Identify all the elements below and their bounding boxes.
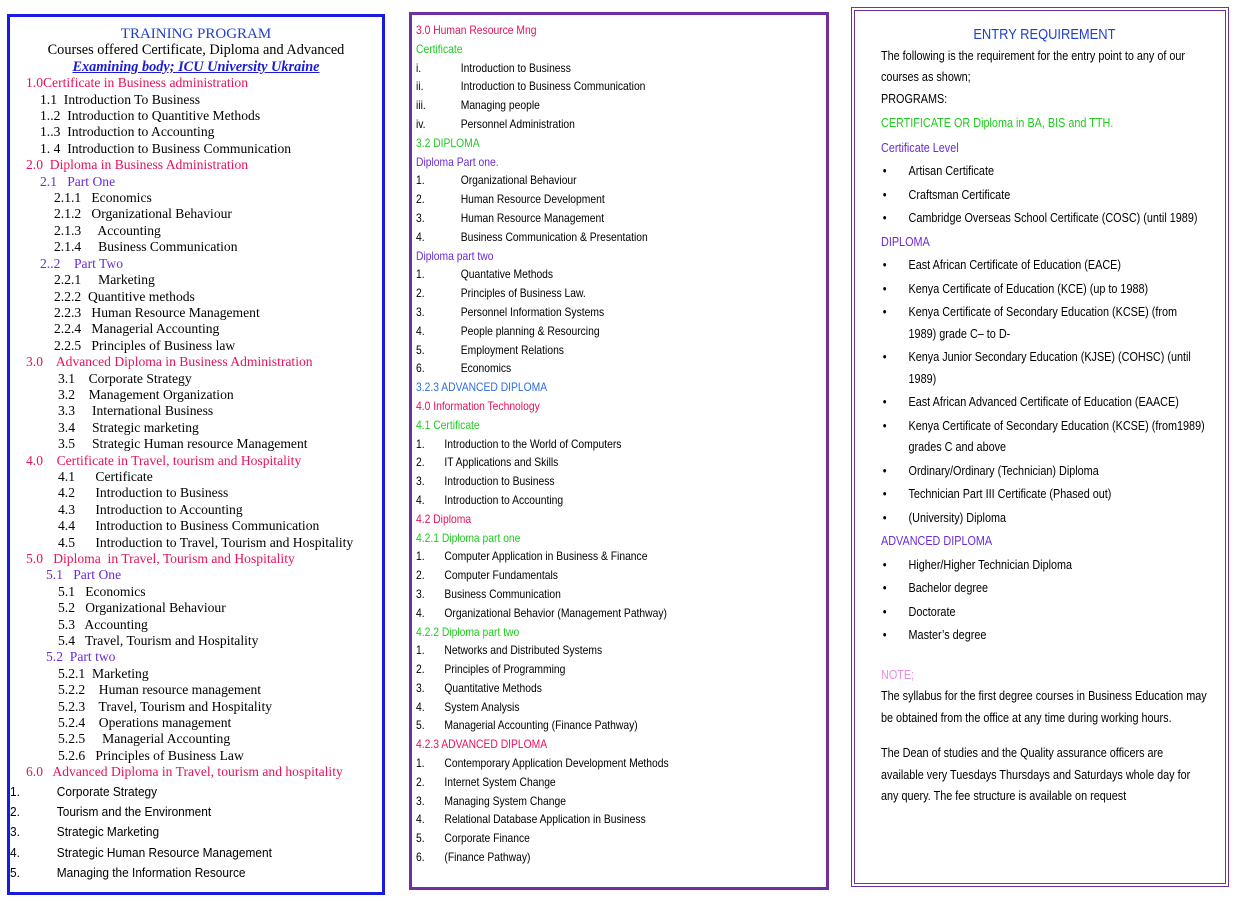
note-syllabus: The syllabus for the first degree courses in Business Education may be obtained from the office at any time during working hours. (881, 689, 1207, 725)
program-heading: 1.0Certificate in Business administration (26, 75, 248, 91)
requirement-item (881, 279, 1206, 301)
item-number: 2. (416, 286, 425, 301)
course-item: 2.1.4 Business Communication (54, 239, 238, 255)
section-heading: 4.2.1 Diploma part one (416, 530, 521, 545)
requirement-text: Kenya Certificate of Secondary Education (KCSE) (from1989) grades C and above (908, 418, 1205, 454)
course-item (416, 829, 820, 848)
course-item (416, 848, 820, 867)
course-item (416, 435, 820, 454)
programs-label: PROGRAMS: (881, 91, 948, 106)
item-text: Internet System Change (444, 774, 556, 789)
requirement-item (881, 255, 1206, 277)
item-number: 3. (416, 474, 425, 489)
examining-body: Examining body; ICU University Ukraine (72, 58, 320, 75)
requirement-item (881, 578, 1206, 600)
course-item (416, 810, 820, 829)
item-number: 1. (416, 267, 425, 282)
requirement-text: Ordinary/Ordinary (Technician) Diploma (908, 463, 1099, 478)
requirement-item (881, 161, 1206, 183)
course-item (416, 303, 820, 322)
course-item (416, 773, 820, 792)
item-text: Strategic Human Resource Management (56, 844, 272, 860)
item-text: IT Applications and Skills (444, 455, 559, 470)
section-heading: 4.2.2 Diploma part two (416, 624, 520, 639)
item-text: Organizational Behavior (Management Pathway) (444, 605, 667, 620)
course-item: 3.5 Strategic Human resource Management (58, 436, 308, 452)
item-number: 3. (416, 586, 425, 601)
bullet-icon: • (882, 350, 887, 364)
bullet-icon: • (882, 164, 887, 178)
certificate-level-heading: Certificate Level (881, 140, 959, 155)
course-item (416, 547, 820, 566)
requirement-item (881, 625, 1206, 647)
course-item: 1.1 Introduction To Business (40, 91, 201, 107)
course-item: 2.1.3 Accounting (54, 222, 161, 238)
item-number: 2. (416, 568, 425, 583)
bullet-icon: • (882, 581, 887, 595)
item-number: 4. (416, 605, 425, 620)
course-item: 4.2 Introduction to Business (58, 485, 229, 501)
item-text: Networks and Distributed Systems (444, 643, 603, 658)
diploma-heading: DIPLOMA (881, 234, 930, 249)
requirement-item (881, 302, 1206, 345)
program-heading: 5.0 Diploma in Travel, Tourism and Hospitality (26, 551, 295, 566)
item-text: Introduction to Accounting (444, 492, 564, 507)
course-item (416, 792, 820, 811)
item-text: Contemporary Application Development Methods (444, 756, 669, 771)
requirement-item (881, 208, 1206, 230)
course-item (10, 822, 345, 842)
item-text: Managing the Information Resource (56, 864, 246, 880)
item-text: Personnel Administration (460, 116, 575, 131)
item-text: Computer Application in Business & Finance (444, 549, 648, 564)
course-item: 5.2.5 Managerial Accounting (58, 731, 231, 747)
item-text: People planning & Resourcing (460, 323, 600, 338)
item-text: Managing System Change (444, 793, 567, 808)
requirement-text: Kenya Certificate of Education (KCE) (up to 1988) (908, 281, 1149, 296)
entry-requirement-title: ENTRY REQUIREMENT (973, 26, 1116, 43)
item-number: 4. (416, 699, 425, 714)
requirement-text: Kenya Junior Secondary Education (KJSE) (COHSC) (until 1989) (908, 350, 1191, 386)
requirement-text: (University) Diploma (908, 510, 1007, 525)
requirement-item (881, 347, 1206, 390)
course-item: 4.3 Introduction to Accounting (58, 501, 243, 517)
item-number: 5. (416, 342, 425, 357)
course-item (416, 322, 820, 341)
requirement-text: East African Advanced Certificate of Education (EAACE) (908, 395, 1179, 409)
item-number: 3. (416, 210, 425, 225)
requirement-text: Technician Part III Certificate (Phased out) (908, 487, 1112, 501)
item-text: Introduction to Business Communication (460, 79, 646, 94)
course-item (416, 96, 820, 115)
bullet-icon: • (882, 557, 887, 572)
item-text: Principles of Business Law. (460, 286, 586, 301)
course-item: 5.2.2 Human resource management (58, 682, 262, 698)
requirement-text: Higher/Higher Technician Diploma (908, 557, 1073, 572)
item-text: Organizational Behaviour (460, 173, 577, 188)
hr-it-courses-panel (409, 12, 829, 890)
requirement-text: Cambridge Overseas School Certificate (COSC) (until 1989) (908, 211, 1198, 225)
courses-subtitle: Courses offered Certificate, Diploma and Advanced (47, 42, 345, 59)
requirement-item (881, 508, 1206, 530)
training-program-content (10, 26, 382, 883)
course-item: 5.3 Accounting (58, 616, 148, 632)
course-item: 3.1 Corporate Strategy (58, 370, 192, 386)
section-heading: Certificate (416, 41, 463, 56)
certificate-requirements-list (881, 161, 1208, 230)
item-text: Managerial Accounting (Finance Pathway) (444, 718, 638, 733)
item-text: Employment Relations (460, 342, 564, 357)
item-number: 4. (416, 492, 425, 507)
course-item (10, 843, 345, 863)
item-text: Corporate Strategy (56, 783, 158, 799)
bullet-icon: • (882, 281, 887, 296)
program-heading: 6.0 Advanced Diploma in Travel, tourism and hospitality (26, 764, 343, 780)
requirement-item (881, 555, 1206, 577)
item-number: 1. (416, 756, 425, 771)
course-item: 2.2.3 Human Resource Management (54, 304, 260, 320)
course-item (416, 341, 820, 360)
item-number: 2. (416, 662, 425, 677)
requirement-item (881, 185, 1206, 207)
course-item: 5.2 Organizational Behaviour (58, 600, 226, 616)
part-heading: 5.1 Part One (46, 567, 122, 583)
bullet-icon: • (882, 628, 887, 642)
course-item (416, 265, 820, 284)
course-item (10, 782, 345, 802)
course-item: 3.2 Management Organization (58, 386, 234, 402)
section-heading: 3.2.3 ADVANCED DIPLOMA (416, 380, 548, 395)
course-item: 2.1.2 Organizational Behaviour (54, 206, 232, 222)
item-number: 6. (416, 361, 425, 376)
section-heading: 4.2 Diploma (416, 511, 472, 526)
course-item (416, 190, 820, 209)
course-item: 5.1 Economics (58, 583, 146, 599)
item-number: 2. (10, 803, 20, 819)
program-heading: 2.0 Diploma in Business Administration (26, 157, 249, 173)
bullet-icon: • (882, 604, 887, 619)
item-text: Principles of Programming (444, 662, 566, 677)
requirement-text: Artisan Certificate (908, 164, 994, 178)
course-item: 2.2.2 Quantitive methods (54, 288, 195, 304)
bullet-icon: • (882, 258, 887, 272)
bullet-icon: • (882, 395, 887, 409)
course-item: 5.2.6 Principles of Business Law (58, 747, 244, 763)
course-item (416, 115, 820, 134)
item-number: i. (416, 60, 422, 75)
note-heading: NOTE; (881, 667, 915, 682)
item-number: 5. (10, 864, 20, 880)
item-text: Human Resource Development (460, 192, 605, 207)
training-program-title: TRAINING PROGRAM (120, 26, 272, 42)
course-item: 3.3 International Business (58, 403, 214, 419)
entry-requirement-panel (851, 7, 1229, 887)
item-text: Introduction to Business (460, 60, 571, 75)
item-text: Personnel Information Systems (460, 304, 605, 319)
requirement-item (881, 461, 1206, 483)
advanced-diploma-heading: ADVANCED DIPLOMA (881, 534, 993, 548)
course-item (416, 59, 820, 78)
course-item: 4.5 Introduction to Travel, Tourism and Hospitality (58, 534, 354, 550)
requirement-text: Kenya Certificate of Secondary Education (KCSE) (from 1989) grade C– to D- (908, 305, 1178, 341)
course-item: 4.4 Introduction to Business Communication (58, 518, 320, 534)
course-outline (10, 75, 382, 883)
course-item (416, 171, 820, 190)
bullet-icon: • (882, 418, 887, 433)
section-heading: Diploma part two (416, 248, 494, 263)
requirement-text: East African Certificate of Education (EACE) (908, 258, 1122, 272)
course-item: 5.2.3 Travel, Tourism and Hospitality (58, 698, 273, 714)
item-text: Human Resource Management (460, 210, 605, 225)
item-text: Computer Fundamentals (444, 568, 558, 583)
course-item (416, 679, 820, 698)
course-item (416, 284, 820, 303)
advanced-diploma-requirements-list (881, 555, 1208, 647)
item-number: 4. (416, 812, 425, 827)
section-heading: Diploma Part one. (416, 154, 499, 169)
item-number: 1. (416, 643, 425, 658)
course-item: 3.4 Strategic marketing (58, 419, 199, 435)
item-number: 2. (416, 774, 425, 789)
training-program-panel (7, 14, 385, 895)
section-heading: 4.1 Certificate (416, 417, 480, 432)
course-item: 1..2 Introduction to Quantitive Methods (40, 108, 261, 124)
requirement-item (881, 392, 1206, 414)
course-item (416, 716, 820, 735)
course-item: 2.2.1 Marketing (54, 272, 155, 288)
course-item (416, 585, 820, 604)
entry-intro: The following is the requirement for the entry point to any of our courses as shown; (881, 48, 1186, 84)
diploma-requirements-list (881, 255, 1208, 529)
item-text: Business Communication (444, 586, 561, 601)
course-item (10, 863, 345, 883)
item-text: Introduction to Business (444, 474, 555, 489)
item-number: 3. (416, 304, 425, 319)
item-text: Corporate Finance (444, 831, 530, 846)
section-heading: 3.2 DIPLOMA (416, 135, 480, 150)
item-number: 2. (416, 192, 425, 207)
course-item (416, 698, 820, 717)
item-number: 4. (416, 323, 425, 338)
item-text: (Finance Pathway) (444, 850, 531, 865)
item-text: Business Communication & Presentation (460, 229, 648, 244)
bullet-icon: • (882, 187, 887, 202)
course-item (10, 802, 345, 822)
item-number: 4. (416, 229, 425, 244)
course-item: 5.2.1 Marketing (58, 665, 149, 681)
course-item (416, 491, 820, 510)
item-number: 5. (416, 718, 425, 733)
item-number: 2. (416, 455, 425, 470)
item-text: Strategic Marketing (56, 824, 160, 840)
item-number: 4. (10, 844, 20, 860)
course-item (416, 453, 820, 472)
part-heading: 2.1 Part One (40, 173, 116, 189)
item-number: 6. (416, 850, 425, 865)
requirement-item (881, 484, 1206, 506)
part-heading: 5.2 Part two (46, 649, 116, 665)
section-heading: 4.0 Information Technology (416, 398, 540, 413)
course-item (416, 472, 820, 491)
item-text: Tourism and the Environment (56, 803, 212, 819)
course-item: 2.2.5 Principles of Business law (54, 337, 236, 353)
course-item (416, 77, 820, 96)
item-number: 5. (416, 831, 425, 846)
requirement-item (881, 416, 1206, 459)
course-item: 2.1.1 Economics (54, 190, 152, 206)
item-number: ii. (416, 79, 424, 94)
entry-requirement-content (881, 24, 1208, 808)
course-item: 1. 4 Introduction to Business Communication (40, 140, 292, 156)
item-number: 3. (416, 793, 425, 808)
item-text: System Analysis (444, 699, 520, 714)
item-number: iii. (416, 98, 426, 113)
bullet-icon: • (882, 463, 887, 478)
course-item (416, 209, 820, 228)
program-heading: 4.0 Certificate in Travel, tourism and Hospitality (26, 452, 302, 468)
requirement-text: Bachelor degree (908, 581, 989, 595)
course-item (416, 660, 820, 679)
item-number: iv. (416, 116, 426, 131)
item-number: 1. (10, 783, 20, 799)
course-item (416, 359, 820, 378)
requirement-text: Craftsman Certificate (908, 187, 1011, 202)
section-heading: 4.2.3 ADVANCED DIPLOMA (416, 737, 548, 752)
item-text: Economics (460, 361, 512, 376)
requirement-item (881, 602, 1206, 624)
course-item: 5.2.4 Operations management (58, 715, 232, 731)
course-item (416, 754, 820, 773)
course-item (416, 604, 820, 623)
item-text: Introduction to the World of Computers (444, 436, 622, 451)
course-item (416, 228, 820, 247)
requirement-text: Master’s degree (908, 628, 987, 642)
bullet-icon: • (882, 305, 887, 319)
item-number: 1. (416, 436, 425, 451)
section-heading: 3.0 Human Resource Mng (416, 23, 537, 37)
item-text: Managing people (460, 98, 540, 113)
course-item: 5.4 Travel, Tourism and Hospitality (58, 633, 259, 649)
item-text: Relational Database Application in Business (444, 812, 646, 827)
course-item: 2.2.4 Managerial Accounting (54, 321, 220, 337)
item-text: Quantitative Methods (444, 680, 542, 695)
item-number: 1. (416, 549, 425, 564)
course-item: 4.1 Certificate (58, 468, 153, 484)
course-item (416, 641, 820, 660)
program-heading: 3.0 Advanced Diploma in Business Administration (26, 354, 313, 370)
item-text: Quantative Methods (460, 267, 554, 282)
bullet-icon: • (882, 510, 887, 525)
requirement-text: Doctorate (908, 604, 956, 619)
bullet-icon: • (882, 487, 887, 501)
item-number: 1. (416, 173, 425, 188)
part-heading: 2..2 Part Two (40, 255, 124, 271)
item-number: 3. (416, 680, 425, 695)
item-number: 3. (10, 824, 20, 840)
bullet-icon: • (882, 211, 887, 225)
advanced-travel-course-list (10, 782, 345, 883)
course-item: 1..3 Introduction to Accounting (40, 124, 215, 140)
hr-it-course-list (416, 21, 820, 867)
note-dean-availability: The Dean of studies and the Quality assurance officers are available very Tuesdays Thursdays and Saturdays whole day for any query. The fee structure is available on request (881, 746, 1191, 803)
programs-subtitle: CERTIFICATE OR Diploma in BA, BIS and TTH. (881, 116, 1114, 130)
course-item (416, 566, 820, 585)
